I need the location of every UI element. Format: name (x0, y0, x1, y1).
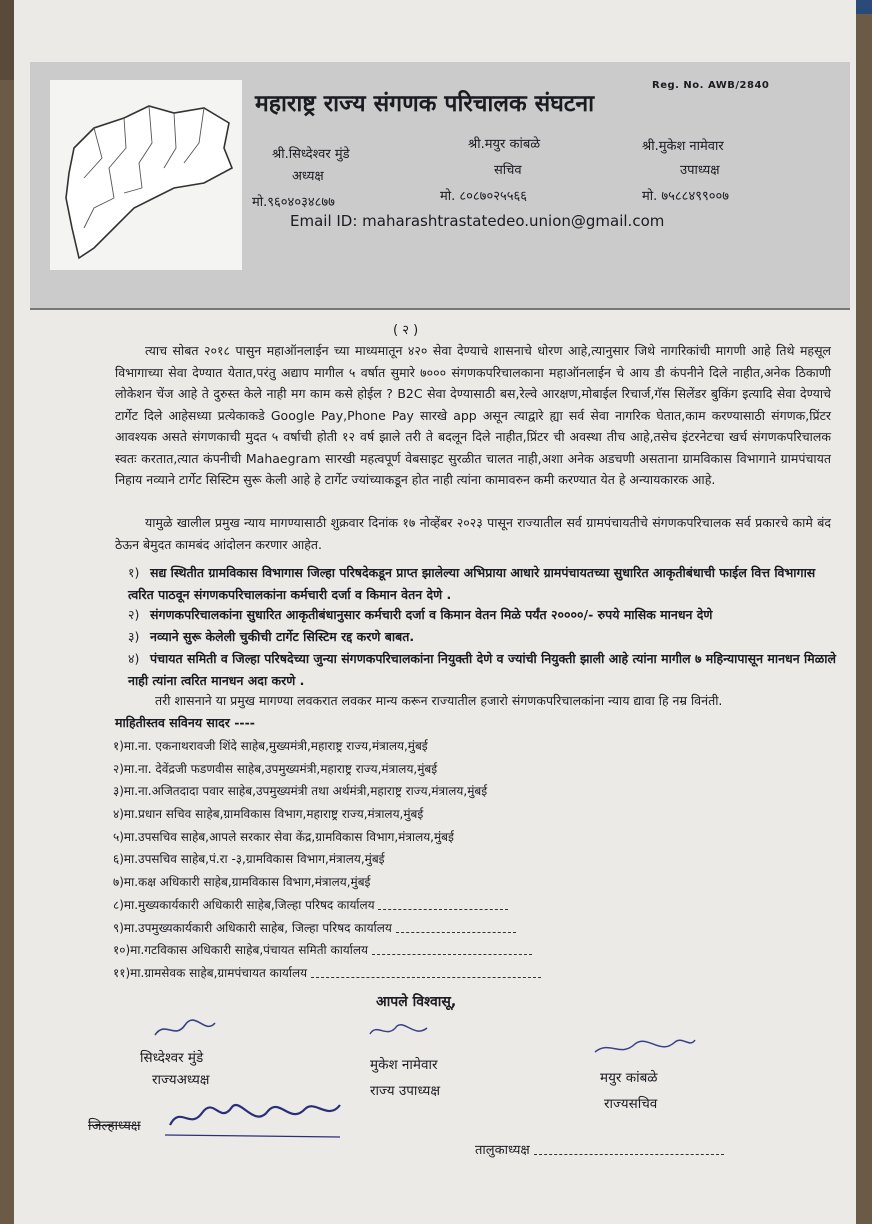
cc-item: ३)मा.ना.अजितदादा पवार साहेब,उपमुख्यमंत्री तथा अर्थमंत्री,महाराष्ट्र राज्य,मंत्रालय,मुंबई (113, 784, 488, 799)
dashed-line (372, 946, 532, 955)
vice-president-mobile: मो. ७५८८४९९००७ (642, 189, 730, 204)
signature-scribble-left (150, 1015, 220, 1045)
dashed-line (311, 969, 541, 978)
demand-number: ४) (128, 651, 140, 666)
secretary-role: सचिव (494, 163, 522, 178)
right-signatory-name: मयुर कांबळे (600, 1070, 658, 1086)
middle-signatory-name: मुकेश नामेवार (370, 1057, 438, 1073)
vice-president-name: श्री.मुकेश नामेवार (642, 139, 724, 154)
secretary-name: श्री.मयुर कांबळे (468, 137, 541, 152)
cc-heading: माहितीस्तव सविनय सादर ---- (115, 715, 255, 730)
district-handwritten-signature (160, 1085, 350, 1141)
taluka-president-line (475, 1140, 724, 1158)
registration-number: Reg. No. AWB/2840 (652, 80, 770, 91)
cc-item: २)मा.ना. देवेंद्रजी फडणवीस साहेब,उपमुख्यमंत्री,महाराष्ट्र राज्य,मंत्रालय,मुंबई (113, 761, 438, 776)
president-mobile: मो.९६०४०३४८७७ (252, 195, 335, 210)
vice-president-role: उपाध्यक्ष (680, 163, 720, 178)
middle-signatory-role: राज्य उपाध्यक्ष (370, 1083, 441, 1099)
demand-text: पंचायत समिती व जिल्हा परिषदेच्या जुन्या संगणकपरिचालकांना नियुक्ती देणे व ज्यांची नियुक्ती झाली आहे त्यांना मागील ७ महिन्यापासून मानधन मिळाले नाही त्यांना त्वरित मानधन अदा करणे . (128, 651, 836, 688)
cc-item: १)मा.ना. एकनाथरावजी शिंदे साहेब,मुख्यमंत्री,महाराष्ट्र राज्य,मंत्रालय,मुंबई (113, 739, 428, 753)
cc-item: ४)मा.प्रधान सचिव साहेब,ग्रामविकास विभाग,महाराष्ट्र राज्य,मंत्रालय,मुंबई (113, 807, 424, 822)
demand-4 (128, 648, 844, 691)
cc-item: ६)मा.उपसचिव साहेब,पं.रा -३,ग्रामविकास विभाग,मंत्रालय,मुंबई (113, 852, 385, 867)
paragraph-3: तरी शासनाने या प्रमुख मागण्या लवकरात लवकर मान्य करून राज्यातील हजारो संगणकपरिचालकांना न्याय द्यावा हि नम्र विनंती. (155, 693, 723, 708)
left-signatory-name: सिध्देश्वर मुंडे (140, 1050, 204, 1066)
cc-item-text: ९)मा.उपमुख्यकार्यकारी अधिकारी साहेब, जिल्हा परिषद कार्यालय (113, 920, 392, 935)
demand-3 (128, 626, 844, 648)
dashed-line (396, 924, 516, 933)
demand-text: नव्याने सुरू केलेली चुकीची टार्गेट सिस्टिम रद्द करणे बाबत. (150, 629, 415, 644)
demand-1 (128, 562, 844, 605)
cc-item-text: १०)मा.गटविकास अधिकारी साहेब,पंचायत समिती कार्यालय (113, 943, 368, 958)
dashed-line (378, 901, 508, 910)
cc-item: ७)मा.कक्ष अधिकारी साहेब,ग्रामविकास विभाग,मंत्रालय,मुंबई (113, 875, 371, 890)
dashed-line (534, 1146, 724, 1155)
cc-list (113, 735, 633, 985)
organization-email: Email ID: maharashtrastatedeo.union@gmail.com (290, 212, 665, 230)
paragraph-2: यामुळे खालील प्रमुख न्याय मागण्यासाठी शुक्रवार दिनांक १७ नोव्हेंबर २०२३ पासून राज्यातील सर्व ग्रामपंचायतीचे संगणकपरिचालक सर्व प्रकारचे कामे बंद ठेऊन बेमुदत कामबंद आंदोलन करणार आहेत. (115, 515, 831, 552)
demand-2 (128, 604, 844, 626)
maharashtra-map-logo (50, 80, 242, 270)
cc-item-text: ८)मा.मुख्यकार्यकारी अधिकारी साहेब,जिल्हा परिषद कार्यालय (113, 897, 375, 912)
cc-item: ५)मा.उपसचिव साहेब,आपले सरकार सेवा केंद्र,ग्रामविकास विभाग,मंत्रालय,मुंबई (113, 829, 454, 844)
organization-title: महाराष्ट्र राज्य संगणक परिचालक संघटना (255, 91, 595, 117)
taluka-president-label: तालुकाध्यक्ष (475, 1143, 530, 1158)
president-name: श्री.सिध्देश्वर मुंडे (272, 147, 350, 162)
demand-text: सद्य स्थितीत ग्रामविकास विभागास जिल्हा परिषदेकडून प्राप्त झालेल्या अभिप्राया आधारे ग्रामपंचायतच्या सुधारित आकृतीबंधाची फाईल वित्त विभागास त्वरित पाठवून संगणकपरिचालकांना कर्मचारी दर्जा व किमान वेतन देणे . (128, 565, 816, 602)
demand-number: १) (128, 565, 140, 580)
right-signatory-role: राज्यसचिव (604, 1096, 658, 1112)
president-role: अध्यक्ष (292, 169, 324, 184)
cc-item (113, 962, 633, 985)
paragraph-1: त्याच सोबत २०१८ पासुन महाऑनलाईन च्या माध्यमातून ४२० सेवा देण्याचे शासनाचे धोरण आहे,त्यानुसार जिथे नागरिकांची मागणी आहे तिथे महसूल विभागाच्या सेवा देण्यात येतात,परंतु अद्याप मागील ५ वर्षात सुमारे ७००० संगणकपरिचालकाना महाऑनलाईन चे आय डी कंपनीने दिले नाहीत,अनेक ठिकाणी लोकेशन चेंज आहे ते दुरुस्त केले नाही मग काम कसे होईल ? B2C सेवा देण्यासाठी बस,रेल्वे आरक्षण,मोबाईल रिचार्ज,गॅस सिलेंडर बुकिंग इत्यादि सेवा देण्याचे टार्गेट दिले आहेसध्या प्रत्येकाकडे Google Pay,Phone Pay सारखे app असून त्याद्वारे ह्या सर्व सेवा नागरिक घेतात,काम करण्यासाठी संगणक,प्रिंटर आवश्यक असते संगणकाची मुदत ५ वर्षाची होती १२ वर्ष झाले तरी ते बदलून दिले नाहीत,प्रिंटर ची अवस्था तीच आहे,तसेच इंटरनेटचा खर्च संगणकपरिचालक स्वतः करतात,त्यात कंपनीची Mahaegram सारखी महत्वपूर्ण वेबसाइट सुरळीत चालत नाही,अशा अनेक अडचणी असताना ग्रामविकास विभागाने ग्रामपंचायत निहाय नव्याने टार्गेट सिस्टिम सुरू केली आहे हे टार्गेट ज्यांच्याकडून होत नाही त्यांना कामावरुन कमी करण्यात येत हे अन्यायकारक आहे. (115, 343, 831, 487)
cc-item (113, 894, 633, 917)
signature-scribble-middle (365, 1016, 435, 1044)
signature-scribble-right (590, 1030, 700, 1064)
cc-item (113, 917, 633, 940)
demand-number: ३) (128, 629, 140, 644)
page-number: ( २ ) (393, 323, 419, 338)
closing-salutation: आपले विश्वासू, (376, 994, 457, 1010)
cc-item (113, 939, 633, 962)
demand-number: २) (128, 607, 140, 622)
left-signatory-role: राज्यअध्यक्ष (152, 1072, 210, 1088)
secretary-mobile: मो. ८०८७०२५५६६ (440, 189, 528, 204)
cc-item-text: ११)मा.ग्रामसेवक साहेब,ग्रामपंचायत कार्यालय (113, 965, 308, 980)
demand-text: संगणकपरिचालकांना सुधारित आकृतीबंधानुसार कर्मचारी दर्जा व किमान वेतन मिळे पर्यंत २००००/- रुपये मासिक मानधन देणे (150, 607, 713, 622)
district-president-label: जिल्हाध्यक्ष (88, 1118, 141, 1134)
